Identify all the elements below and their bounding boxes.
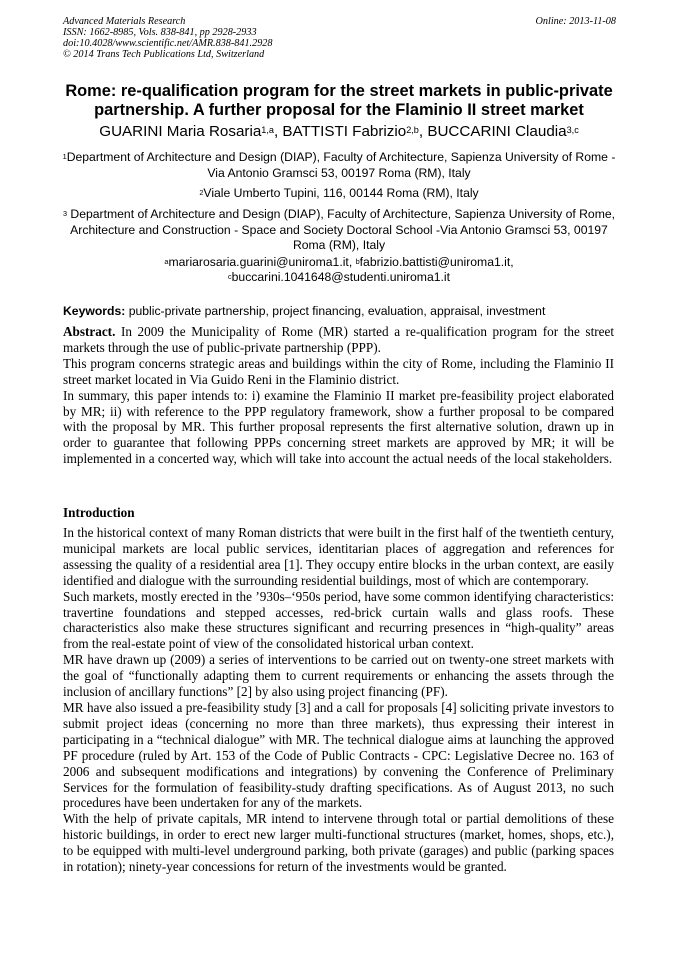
affiliation-text: Department of Architecture and Design (DIAP), Faculty of Architecture, Sapienza University of Rome, Architecture and Construction - Space and Society Doctoral School -Via Antonio Gramsci 53, 00197 Roma (RM), Italy <box>67 207 616 252</box>
abstract-paragraph: This program concerns strategic areas and buildings within the city of Rome, including the Flaminio II street market located in Via Guido Reni in the Flaminio district. <box>63 355 614 387</box>
author-separator: , <box>273 123 283 140</box>
abstract-text: In 2009 the Municipality of Rome (MR) started a re-qualification program for the street markets through the use of public-private partnership (PPP). <box>63 324 614 355</box>
keywords-label: Keywords: <box>63 304 126 318</box>
journal-copyright: © 2014 Trans Tech Publications Ltd, Switzerland <box>63 49 265 60</box>
email-link[interactable]: buccarini.1041648@studenti.uniroma1.it <box>231 270 450 284</box>
author-name: BUCCARINI Claudia <box>427 123 567 140</box>
body-paragraph: In the historical context of many Roman districts that were built in the first half of the twentieth century, municipal markets are local public services, identitarian places of aggregation and references for assessing the quality of a residential area [1]. They occupy entire blocks in the urban context, are easily identified and dialogue with the surrounding residential buildings, most of which are contemporary. <box>63 525 614 588</box>
affiliation-text: Viale Umberto Tupini, 116, 00144 Roma (RM), Italy <box>203 186 479 200</box>
author-sup: 2,b <box>406 125 419 136</box>
journal-issn: ISSN: 1662-8985, Vols. 838-841, pp 2928-2933 <box>63 27 257 38</box>
email-sup: c <box>228 271 232 281</box>
affiliation-number: 3 <box>62 208 68 218</box>
body-paragraph: Such markets, mostly erected in the ’930s–‘950s period, have some common identifying characteristics: travertine foundations and stepped accesses, red-brick curtain walls and glass roofs. These characteristics also make these structures significant and recurring presences in “high-quality” areas from the real-estate point of view of the consolidated historical urban context. <box>63 588 614 652</box>
introduction-body <box>63 525 614 875</box>
abstract-label: Abstract. <box>63 324 116 339</box>
abstract-paragraph <box>63 324 614 356</box>
affiliation-3 <box>58 207 620 254</box>
keywords <box>63 304 617 319</box>
section-heading: Introduction <box>63 505 135 520</box>
author-sup: 3,c <box>566 125 579 136</box>
abstract-paragraph: In summary, this paper intends to: i) examine the Flaminio II market pre-feasibility project elaborated by MR; ii) with reference to the PPP regulatory framework, show a further proposal to be compared with the proposal by MR. This further proposal represents the first alternative solution, drawn up in order to guarantee that following PPPs concerning street markets are approved by MR; it will be implemented in a concerted way, which will take into account the actual needs of the local stakeholders. <box>63 387 614 467</box>
title-line-1: Rome: re-qualification program for the street markets in public-private <box>65 82 613 100</box>
journal-name: Advanced Materials Research <box>63 16 186 27</box>
affiliation-text: Department of Architecture and Design (DIAP), Faculty of Architecture, Sapienza University of Rome - Via Antonio Gramsci 53, 00197 Roma (RM), Italy <box>66 150 616 180</box>
title-line-2: partnership. A further proposal for the Flaminio II street market <box>94 101 584 119</box>
email-list <box>58 255 620 285</box>
affiliation-1 <box>58 150 620 181</box>
journal-doi: doi:10.4028/www.scientific.net/AMR.838-841.2928 <box>63 38 273 49</box>
author-name: BATTISTI Fabrizio <box>282 123 407 140</box>
email-sup: a <box>164 256 169 266</box>
affiliation-number: 1 <box>62 151 67 161</box>
affiliation-2 <box>58 186 620 202</box>
online-date: Online: 2013-11-08 <box>535 16 616 27</box>
journal-info <box>63 16 272 60</box>
email-link[interactable]: fabrizio.battisti@uniroma1.it, <box>359 255 514 269</box>
body-paragraph: MR have drawn up (2009) a series of interventions to be carried out on twenty-one street markets with the goal of “functionally adapting them to current requirements or enhancing the assets through the inclusion of ancillary functions” [2] by also using project financing (PF). <box>63 652 614 700</box>
author-list <box>56 123 622 141</box>
body-paragraph: With the help of private capitals, MR intend to intervene through total or partial demolitions of these historic buildings, in order to erect new larger multi-functional structures (market, homes, shops, etc.), to be equipped with multi-level underground parking, both private (garages) and public (parking spaces in rotation); ninety-year concessions for return of the investments would be granted. <box>63 811 614 875</box>
keywords-text: public-private partnership, project financing, evaluation, appraisal, investment <box>125 304 546 318</box>
email-link[interactable]: mariarosaria.guarini@uniroma1.it, <box>168 255 356 269</box>
email-sup: b <box>355 256 360 266</box>
author-sup: 1,a <box>261 125 274 136</box>
abstract <box>63 324 614 467</box>
affiliation-number: 2 <box>199 187 204 197</box>
body-paragraph: MR have also issued a pre-feasibility study [3] and a call for proposals [4] soliciting private investors to submit project ideas (concerning no more than three markets), thus expressing their interest in participating in a “technical dialogue” with MR. The technical dialogue aims at launching the approved PF procedure (ruled by Art. 153 of the Code of Public Contracts - CPC: Legislative Decree no. 163 of 2006 and subsequent modifications and integrations) by convening the Conference of Preliminary Services for the formulation of feasibility-study drafting specifications. As of August 2013, no such procedures have been undertaken for any of the markets. <box>63 699 614 811</box>
paper-title <box>56 82 622 120</box>
author-separator: , <box>418 123 428 140</box>
author-name: GUARINI Maria Rosaria <box>99 123 262 140</box>
